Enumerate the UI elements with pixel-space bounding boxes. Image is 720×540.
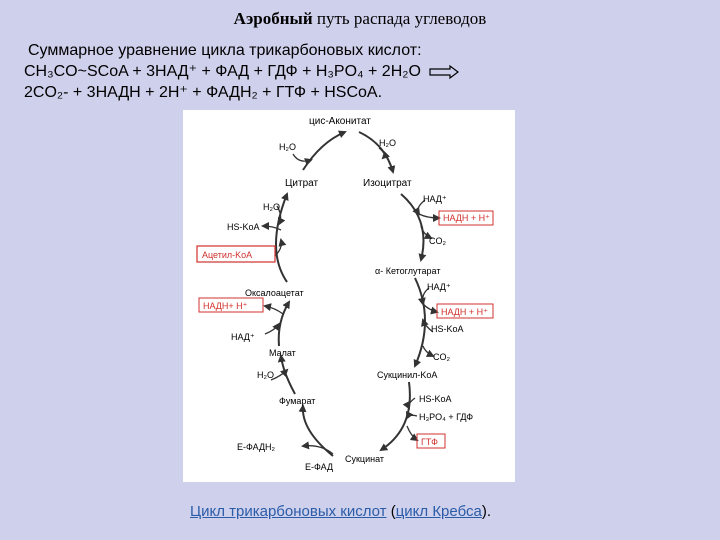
nadh-2-label: НАДН + H⁺ <box>441 307 488 317</box>
arrow-citrate-to-cis-aconitate <box>303 132 345 170</box>
krebs-cycle-diagram <box>183 110 515 482</box>
equation-reactants: CH₃CO~SCoA + 3НАД⁺ + ФАД + ГДФ + H₃PO₄ + 2H₂O <box>24 63 421 80</box>
equation-products: 2CO₂- + 3НАДН + 2H⁺ + ФАДН₂ + ГТФ + HSCoA. <box>24 84 383 101</box>
krebs-cycle-svg <box>183 110 515 482</box>
caption-paren-close: ). <box>481 503 492 520</box>
oxaloacetate-label: Оксалоацетат <box>245 288 304 298</box>
page-title <box>0 9 720 29</box>
caption-paren-open: ( <box>386 503 396 520</box>
h2o-citrate-label: H₂O <box>263 202 280 212</box>
citrate-label: Цитрат <box>285 178 319 189</box>
cis-aconitate-label: цис-Аконитат <box>309 116 371 127</box>
h2o-left-top-label: H₂O <box>279 142 296 152</box>
krebs-link[interactable]: цикл Кребса <box>395 503 482 520</box>
succinyl-coa-label: Сукцинил-KoA <box>377 370 438 380</box>
equation-line-1 <box>24 61 459 82</box>
acetyl-coa-label: Ацетил-KoA <box>202 250 253 260</box>
succinate-label: Сукцинат <box>345 454 385 464</box>
h2o-right-top-label: H₂O <box>379 138 396 148</box>
nad-2-label: НАД⁺ <box>427 282 451 292</box>
arrow-h3po4-gdp <box>407 415 417 418</box>
nad-1-label: НАД⁺ <box>423 194 447 204</box>
co2-2-label: CO₂ <box>433 352 450 362</box>
fumarate-label: Фумарат <box>279 396 316 406</box>
krebs-cycle-link[interactable]: Цикл трикарбоновых кислот <box>190 503 387 520</box>
arrow-gtp <box>407 426 417 440</box>
h3po4-gdp-label: H₃PO₄ + ГДФ <box>419 412 474 422</box>
arrow-nadh-left <box>265 306 283 314</box>
nadh-1-label: НАДН + H⁺ <box>443 213 490 223</box>
arrow-fumarate-to-malate <box>281 356 295 394</box>
title-rest: путь распада углеводов <box>312 9 487 28</box>
h2o-malate-label: H₂O <box>257 370 274 380</box>
arrow-h2o-left-top <box>293 154 311 161</box>
arrow-co2-2 <box>423 346 433 356</box>
hs-coa-left-label: HS-KoA <box>227 222 260 232</box>
hs-coa-2-label: HS-KoA <box>431 324 464 334</box>
hs-coa-3-label: HS-KoA <box>419 394 452 404</box>
e-fad-label: Е-ФАД <box>305 462 334 472</box>
arrow-nadh-1 <box>419 214 439 218</box>
nad-left-label: НАД⁺ <box>231 332 255 342</box>
arrow-nad-left <box>265 324 279 334</box>
equation-heading: Суммарное уравнение цикла трикарбоновых кислот: <box>28 42 422 59</box>
equation-block <box>24 40 459 103</box>
reaction-arrow-icon <box>429 65 459 79</box>
arrow-malate-to-oxaloacetate <box>279 302 289 346</box>
nadh-left-label: НАДН+ H⁺ <box>203 301 248 311</box>
caption <box>190 503 491 520</box>
e-fadh2-label: Е-ФАДН₂ <box>237 442 276 452</box>
isocitrate-label: Изоцитрат <box>363 178 412 189</box>
arrow-succinyl-coa-to-succinate <box>381 382 410 450</box>
gtp-label: ГТФ <box>421 437 438 447</box>
title-bold: Аэробный <box>233 9 313 28</box>
arrow-h2o-right-top <box>379 148 384 158</box>
alpha-kg-label: α- Кетоглутарат <box>375 266 441 276</box>
co2-1-label: CO₂ <box>429 236 446 246</box>
malate-label: Малат <box>269 348 296 358</box>
arrow-succinate-to-fumarate <box>303 406 333 456</box>
